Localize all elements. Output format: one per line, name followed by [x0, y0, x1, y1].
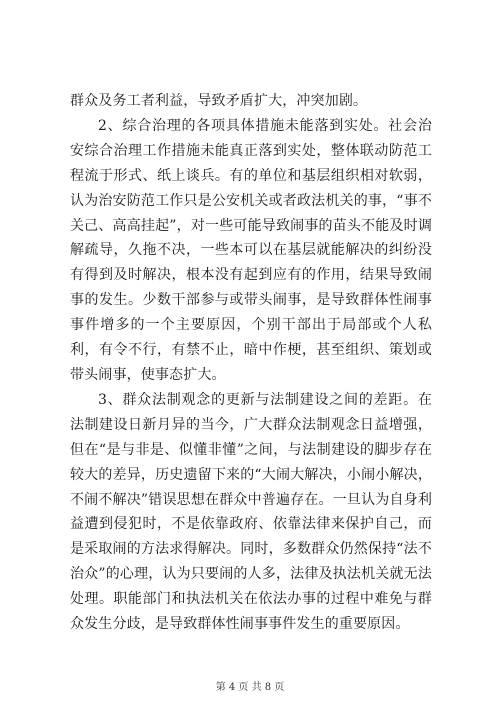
document-body — [70, 89, 432, 637]
paragraph-item-2: 2、综合治理的各项具体措施未能落到实处。社会治安综合治理工作措施未能真正落到实处，整体联动防范工程流于形式、纸上谈兵。有的单位和基层组织相对软弱，认为治安防范工作只是公安机关或者政法机关的事，“事不关己、高高挂起”，对一些可能导致闹事的苗头不能及时调解疏导，久拖不决，一些本可以在基层就能解决的纠纷没有得到及时解决，根本没有起到应有的作用，结果导致闹事的发生。少数干部参与或带头闹事，是导致群体性闹事事件增多的一个主要原因，个别干部出于局部或个人私利，有令不行，有禁不止，暗中作梗，甚至组织、策划或带头闹事，使事态扩大。 — [70, 117, 432, 383]
paragraph-item-3: 3、群众法制观念的更新与法制建设之间的差距。在法制建设日新月异的当今，广大群众法制观念日益增强，但在“是与非是、似懂非懂”之间，与法制建设的脚步存在较大的差异，历史遗留下来的“大闹大解决，小闹小解决，不闹不解决”错误思想在群众中普遍存在。一旦认为自身利益遭到侵犯时，不是依靠政府、依靠法律来保护自己，而是采取闹的方法求得解决。同时，多数群众仍然保持“法不治众”的心理，认为只要闹的人多，法律及执法机关就无法处理。职能部门和执法机关在依法办事的过程中难免与群众发生分歧，是导致群体性闹事事件发生的重要原因。 — [70, 391, 432, 633]
page-footer: 第 4 页 共 8 页 — [215, 682, 285, 693]
paragraph-continuation: 群众及务工者利益，导致矛盾扩大，冲突加剧。 — [70, 93, 368, 109]
